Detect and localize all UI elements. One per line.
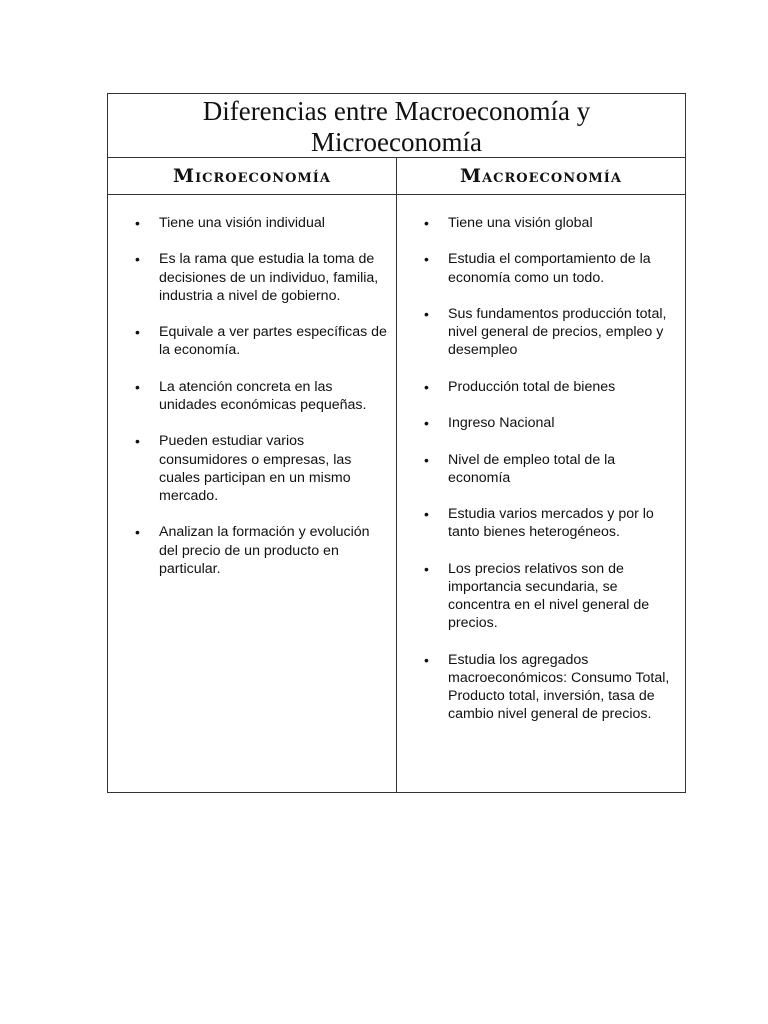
list-item: • Pueden estudiar varios consumidores o empresas, las cuales participan en un mismo mercado. — [159, 432, 390, 505]
micro-column — [108, 194, 396, 596]
micro-column-header: Microeconomía — [173, 165, 331, 187]
list-item: • Producción total de bienes — [448, 378, 679, 396]
macro-list — [397, 194, 685, 724]
list-item: • Estudia los agregados macroeconómicos: Consumo Total, Producto total, inversión, tasa de cambio nivel general de precios. — [448, 651, 679, 724]
list-item: • Nivel de empleo total de la economía — [448, 451, 679, 487]
list-item: • La atención concreta en las unidades económicas pequeñas. — [159, 378, 390, 414]
macro-column — [397, 194, 685, 742]
comparison-table — [107, 93, 686, 793]
list-item: • Analizan la formación y evolución del precio de un producto en particular. — [159, 523, 390, 578]
table-title-line-1: Diferencias entre Macroeconomía y — [202, 96, 591, 126]
list-item: • Los precios relativos son de importancia secundaria, se concentra en el nivel general de precios. — [448, 560, 679, 633]
list-item: • Equivale a ver partes específicas de la economía. — [159, 323, 390, 359]
list-item: • Estudia varios mercados y por lo tanto bienes heterogéneos. — [448, 505, 679, 541]
list-item: • Sus fundamentos producción total, nivel general de precios, empleo y desempleo — [448, 305, 679, 360]
micro-list — [108, 194, 396, 578]
table-title — [108, 94, 685, 158]
macro-column-header: Macroeconomía — [460, 165, 622, 187]
list-item: • Tiene una visión global — [448, 214, 679, 232]
list-item: • Ingreso Nacional — [448, 414, 679, 432]
list-item: • Tiene una visión individual — [159, 214, 390, 232]
list-item: • Es la rama que estudia la toma de decisiones de un individuo, familia, industria a nivel de gobierno. — [159, 250, 390, 305]
table-title-line-2: Microeconomía — [311, 127, 482, 157]
list-item: • Estudia el comportamiento de la economía como un todo. — [448, 250, 679, 286]
